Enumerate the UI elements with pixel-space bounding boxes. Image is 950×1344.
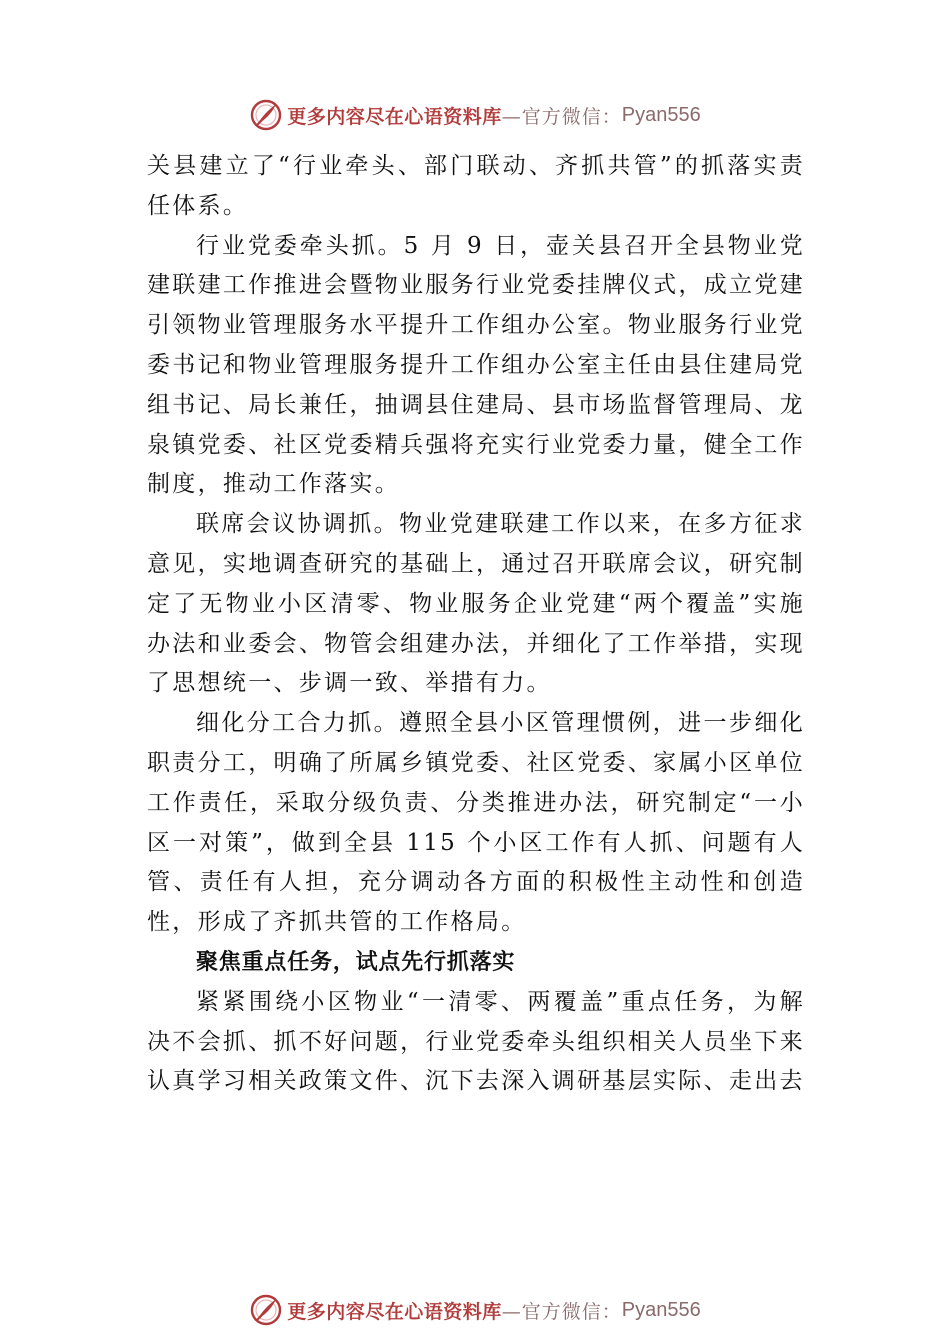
banner-wechat-id: Pyan556: [621, 103, 701, 126]
header-banner: [0, 93, 950, 137]
footer-banner: [0, 1288, 950, 1332]
paragraph: 行业党委牵头抓。5 月 9 日，壶关县召开全县物业党建联建工作推进会暨物业服务行业党委挂牌仪式，成立党建引领物业管理服务水平提升工作组办公室。物业服务行业党委书记和物业管理服务提升工作组办公室主任由县住建局党组书记、局长兼任，抽调县住建局、县市场监督管理局、龙泉镇党委、社区党委精兵强将充实行业党委力量，健全工作制度，推动工作落实。: [147, 232, 805, 498]
banner-wechat-id: Pyan556: [621, 1298, 701, 1321]
banner-text: 更多内容尽在心语资料库: [287, 1300, 502, 1323]
banner-wechat-label: —官方微信：: [501, 105, 622, 128]
document-body: [147, 147, 805, 1102]
quill-seal-icon: [249, 98, 283, 132]
banner-text: 更多内容尽在心语资料库: [287, 105, 502, 128]
banner-wechat-label: —官方微信：: [501, 1300, 622, 1323]
paragraph-continued: 关县建立了“行业牵头、部门联动、齐抓共管”的抓落实责任体系。: [147, 153, 805, 219]
paragraph: 紧紧围绕小区物业“一清零、两覆盖”重点任务，为解决不会抓、抓不好问题，行业党委牵头组织相关人员坐下来认真学习相关政策文件、沉下去深入调研基层实际、走出去: [147, 988, 805, 1095]
paragraph: 细化分工合力抓。遵照全县小区管理惯例，进一步细化职责分工，明确了所属乡镇党委、社区党委、家属小区单位工作责任，采取分级负责、分类推进办法，研究制定“一小区一对策”，做到全县 115 个小区工作有人抓、问题有人管、责任有人担，充分调动各方面的积极性主动性和创造性，形成了齐抓共管的工作格局。: [147, 710, 805, 936]
quill-seal-icon: [249, 1293, 283, 1327]
paragraph: 联席会议协调抓。物业党建联建工作以来，在多方征求意见，实地调查研究的基础上，通过召开联席会议，研究制定了无物业小区清零、物业服务企业党建“两个覆盖”实施办法和业委会、物管会组建办法，并细化了工作举措，实现了思想统一、步调一致、举措有力。: [147, 511, 805, 697]
section-heading: 聚焦重点任务，试点先行抓落实: [196, 949, 516, 975]
